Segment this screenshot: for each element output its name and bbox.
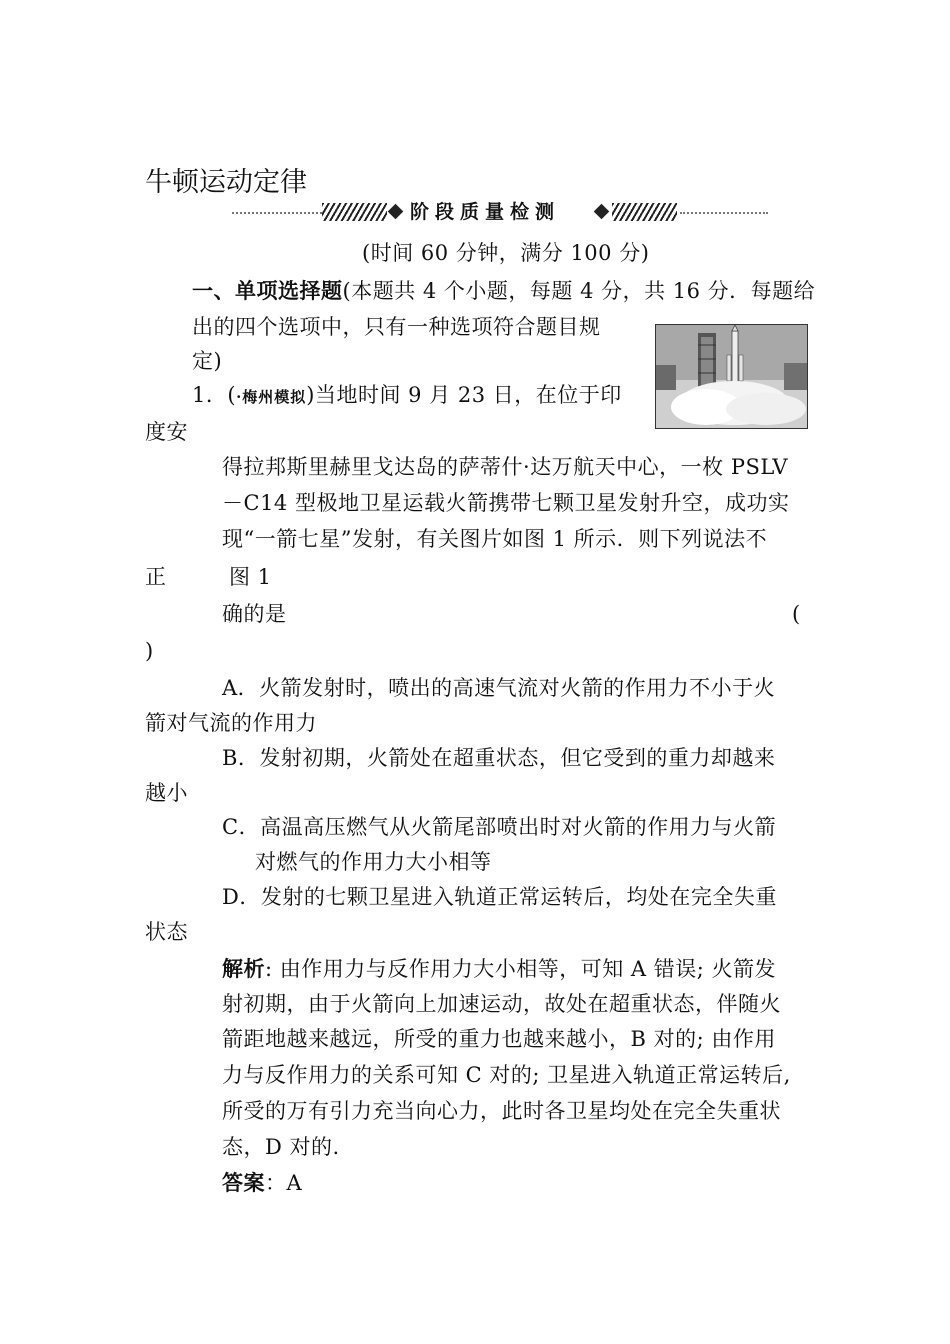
option-d: D．发射的七颗卫星进入轨道正常运转后，均处在完全失重 <box>222 885 777 909</box>
option-c: C．高温高压燃气从火箭尾部喷出时对火箭的作用力与火箭 <box>222 815 777 839</box>
analysis-line: 力与反作用力的关系可知 C 对的; 卫星进入轨道正常运转后, <box>222 1063 791 1087</box>
section-desc-line: 出的四个选项中，只有一种选项符合题目规 <box>192 315 601 339</box>
figure-caption: 图 1 <box>229 565 272 589</box>
question-text-line: 度安 <box>145 420 188 444</box>
answer-paren-open: ( <box>792 602 801 626</box>
banner-dots-left <box>232 212 322 214</box>
analysis-text: : 由作用力与反作用力大小相等，可知 A 错误; 火箭发 <box>265 957 777 981</box>
option-b: B．发射初期，火箭处在超重状态，但它受到的重力却越来 <box>222 746 776 770</box>
answer-row <box>222 1169 302 1197</box>
rocket-launch-photo <box>655 324 808 429</box>
page-title: 牛顿运动定律 <box>145 167 307 198</box>
question-text-line: 得拉邦斯里赫里戈达岛的萨蒂什·达万航天中心，一枚 PSLV <box>222 455 788 479</box>
option-c-cont: 对燃气的作用力大小相等 <box>255 850 492 874</box>
question-text-line: 现“一箭七星”发射，有关图片如图 1 所示．则下列说法不 <box>222 527 768 551</box>
option-b-cont: 越小 <box>145 781 188 805</box>
answer-value: ：A <box>265 1171 303 1195</box>
banner-stripes-right <box>612 203 677 221</box>
option-a: A．火箭发射时，喷出的高速气流对火箭的作用力不小于火 <box>222 676 776 700</box>
section-desc: (本题共 4 个小题，每题 4 分，共 16 分．每题给 <box>342 279 816 303</box>
question-text-line: 确的是 <box>222 602 287 626</box>
section-heading-row <box>192 277 815 305</box>
rocket-launch-illustration <box>656 325 807 428</box>
question-text: 当地时间 9 月 23 日，在位于印 <box>315 383 622 407</box>
section-heading: 一、单项选择题 <box>192 278 343 303</box>
section-desc-line: 定) <box>192 349 223 373</box>
banner-stripes-left <box>322 203 387 221</box>
option-a-cont: 箭对气流的作用力 <box>145 711 317 735</box>
diamond-icon <box>388 204 404 220</box>
answer-label: 答案 <box>222 1170 265 1195</box>
analysis-line: 态，D 对的. <box>222 1135 340 1159</box>
analysis-line: 射初期，由于火箭向上加速运动，故处在超重状态，伴随火 <box>222 992 781 1016</box>
option-d-cont: 状态 <box>145 920 188 944</box>
question-source: ·梅州模拟 <box>236 388 307 406</box>
answer-paren-close: ) <box>145 639 154 663</box>
question-source-close: ) <box>306 383 315 407</box>
analysis-line: 所受的万有引力充当向心力，此时各卫星均处在完全失重状 <box>222 1099 781 1123</box>
exam-info: (时间 60 分钟，满分 100 分) <box>362 241 650 265</box>
analysis-label: 解析 <box>222 956 265 981</box>
banner-label: 阶段质量检测 <box>410 201 561 223</box>
question-text-line: －C14 型极地卫星运载火箭携带七颗卫星发射升空，成功实 <box>222 491 790 515</box>
question-1-row <box>192 381 622 411</box>
question-number: 1．( <box>192 383 237 407</box>
analysis-row <box>222 955 776 983</box>
diamond-icon <box>594 204 610 220</box>
banner-dots-right <box>680 212 768 214</box>
question-text-line: 正 <box>145 565 167 589</box>
analysis-line: 箭距地越来越远，所受的重力也越来越小，B 对的; 由作用 <box>222 1027 776 1051</box>
